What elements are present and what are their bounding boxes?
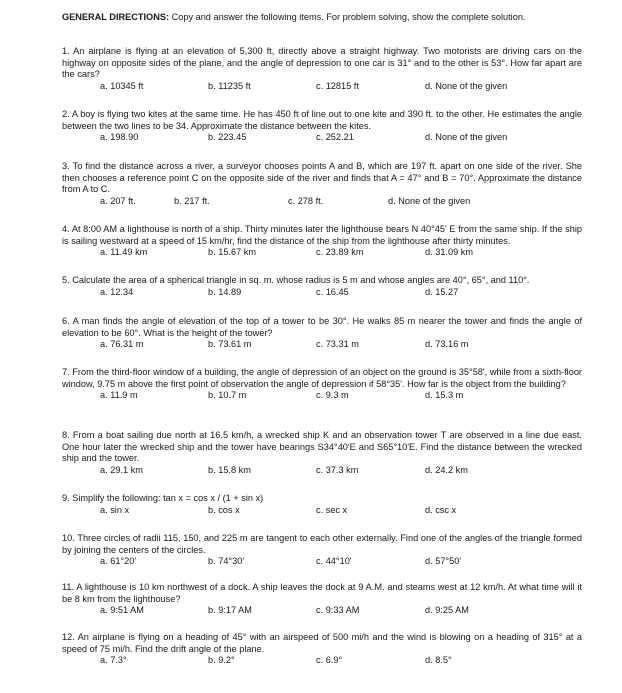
choice-b: b. 9.2° xyxy=(208,655,235,666)
choice-d: d. 57°50' xyxy=(425,556,462,567)
directions-text: Copy and answer the following items. For problem solving, show the complete solution. xyxy=(169,12,526,22)
choice-c: c. 73.31 m xyxy=(316,339,359,350)
answer-choices xyxy=(62,196,582,208)
choice-c: c. 16.45 xyxy=(316,286,349,297)
choice-a: a. 61°20' xyxy=(100,556,137,567)
question-11 xyxy=(62,582,582,617)
choice-c: c. 9:33 AM xyxy=(316,605,360,616)
question-8 xyxy=(62,430,582,477)
question-stem: 11. A lighthouse is 10 km northwest of a dock. A ship leaves the dock at 9 A.M. and steams west at 12 km/h. At what time will it be 8 km from the lighthouse? xyxy=(62,582,582,604)
choice-d: d. 8.5° xyxy=(425,655,452,666)
answer-choices xyxy=(62,81,582,93)
question-stem: 5. Calculate the area of a spherical triangle in sq. m. whose radius is 5 m and whose angles are 40°, 65°, and 110°. xyxy=(62,275,530,285)
choice-c: c. 6.9° xyxy=(316,655,343,666)
choice-b: b. 74°30' xyxy=(208,556,245,567)
question-3 xyxy=(62,161,582,208)
answer-choices xyxy=(62,505,582,517)
question-stem: 1. An airplane is flying at an elevation of 5,300 ft, directly above a straight highway. Two motorists are driving cars on the highway on opposite sides of the plane, and the angle of depression to one car is 31° and to the other is 53°. How far apart are the cars? xyxy=(62,46,582,80)
choice-a: a. 11.9 m xyxy=(100,390,138,401)
choice-b: b. 15.8 km xyxy=(208,464,251,475)
question-4 xyxy=(62,224,582,259)
choice-d: d. 15.27 xyxy=(425,286,459,297)
question-1 xyxy=(62,46,582,93)
choice-d: d. csc x xyxy=(425,504,457,515)
answer-choices xyxy=(62,339,582,351)
choice-b: b. 10.7 m xyxy=(208,390,247,401)
question-10 xyxy=(62,533,582,568)
choice-a: a. 207 ft. xyxy=(100,195,136,206)
choice-c: c. 12815 ft xyxy=(316,80,359,91)
choice-d: d. 31.09 km xyxy=(425,247,474,258)
answer-choices xyxy=(62,390,582,402)
question-stem: 6. A man finds the angle of elevation of the top of a tower to be 30°. He walks 85 m nearer the tower and finds the angle of elevation to be 60°. What is the height of the tower? xyxy=(62,316,582,338)
choice-a: a. 11.49 km xyxy=(100,247,148,258)
choice-a: a. 10345 ft xyxy=(100,80,144,91)
choice-d: d. None of the given xyxy=(425,132,508,143)
choice-b: b. 11235 ft xyxy=(208,80,251,91)
choice-c: c. 23.89 km xyxy=(316,247,364,258)
general-directions xyxy=(62,11,582,23)
choice-d: d. None of the given xyxy=(425,80,508,91)
answer-choices xyxy=(62,287,582,299)
choice-a: a. 76.31 m xyxy=(100,339,144,350)
choice-c: c. 252.21 xyxy=(316,132,354,143)
choice-d: d. 9:25 AM xyxy=(425,605,469,616)
choice-d: d. None of the given xyxy=(388,195,471,206)
choice-c: c. 44°10' xyxy=(316,556,352,567)
choice-a: a. 12.34 xyxy=(100,286,134,297)
question-12 xyxy=(62,632,582,667)
choice-a: a. 9:51 AM xyxy=(100,605,144,616)
choice-b: b. 15.67 km xyxy=(208,247,257,258)
answer-choices xyxy=(62,465,582,477)
choice-a: a. 29.1 km xyxy=(100,464,143,475)
choice-b: b. 73.61 m xyxy=(208,339,252,350)
answer-choices xyxy=(62,605,582,617)
question-stem: 12. An airplane is flying on a heading of 45° with an airspeed of 500 mi/h and the wind is blowing on a heading of 315° at a speed of 75 mi/h. Find the drift angle of the plane. xyxy=(62,632,582,654)
choice-b: b. cos x xyxy=(208,504,240,515)
choice-c: c. 37.3 km xyxy=(316,464,359,475)
choice-c: c. 9.3 m xyxy=(316,390,349,401)
question-6 xyxy=(62,316,582,351)
answer-choices xyxy=(62,556,582,568)
question-stem: 10. Three circles of radii 115, 150, and 225 m are tangent to each other externally. Find one of the angles of the triangle formed by joining the centers of the circles. xyxy=(62,533,582,555)
question-stem: 2. A boy is flying two kites at the same time. He has 450 ft of line out to one kite and 390 ft. to the other. He estimates the angle between the two lines to be 34. Approximate the distance between the kites. xyxy=(62,109,582,131)
question-stem: 7. From the third-floor window of a building, the angle of depression of an object on the ground is 35°58', while from a sixth-floor window, 9.75 m above the first point of observation the angle of depression if 58°35'. How far is the object from the building? xyxy=(62,367,582,389)
question-7 xyxy=(62,367,582,402)
choice-c: c. 278 ft. xyxy=(288,195,324,206)
choice-d: d. 73.16 m xyxy=(425,339,469,350)
choice-a: a. sin x xyxy=(100,504,130,515)
choice-b: b. 9:17 AM xyxy=(208,605,252,616)
choice-d: d. 24.2 km xyxy=(425,464,468,475)
choice-b: b. 217 ft. xyxy=(174,195,210,206)
answer-choices xyxy=(62,247,582,259)
directions-label: GENERAL DIRECTIONS: xyxy=(62,12,170,22)
choice-d: d. 15.3 m xyxy=(425,390,464,401)
question-5 xyxy=(62,275,582,299)
choice-c: c. sec x xyxy=(316,504,348,515)
answer-choices xyxy=(62,655,582,667)
question-2 xyxy=(62,109,582,144)
choice-b: b. 14.89 xyxy=(208,286,242,297)
choice-a: a. 198.90 xyxy=(100,132,139,143)
choice-b: b. 223.45 xyxy=(208,132,247,143)
answer-choices xyxy=(62,132,582,144)
question-9 xyxy=(62,493,582,517)
question-stem: 9. Simplify the following: tan x = cos x / (1 + sin x) xyxy=(62,493,264,503)
question-stem: 3. To find the distance across a river, a surveyor chooses points A and B, which are 197 ft. apart on one side of the river. She then chooses a reference point C on the opposite side of the river and finds that A = 47° and B = 70°. Approximate the distance from A to C. xyxy=(62,161,582,195)
question-stem: 4. At 8:00 AM a lighthouse is north of a ship. Thirty minutes later the lighthouse bears N 40°45' E from the same ship. If the ship is sailing westward at a speed of 15 km/hr, find the distance of the ship from the lighthouse after thirty minutes. xyxy=(62,224,582,246)
question-stem: 8. From a boat sailing due north at 16.5 km/h, a wrecked ship K and an observation tower T are observed in a line due east. One hour later the wrecked ship and the tower have bearings S34°40'E and S65°10'E. Find the distance between the wrecked ship and the tower. xyxy=(62,430,582,464)
choice-a: a. 7.3° xyxy=(100,655,127,666)
